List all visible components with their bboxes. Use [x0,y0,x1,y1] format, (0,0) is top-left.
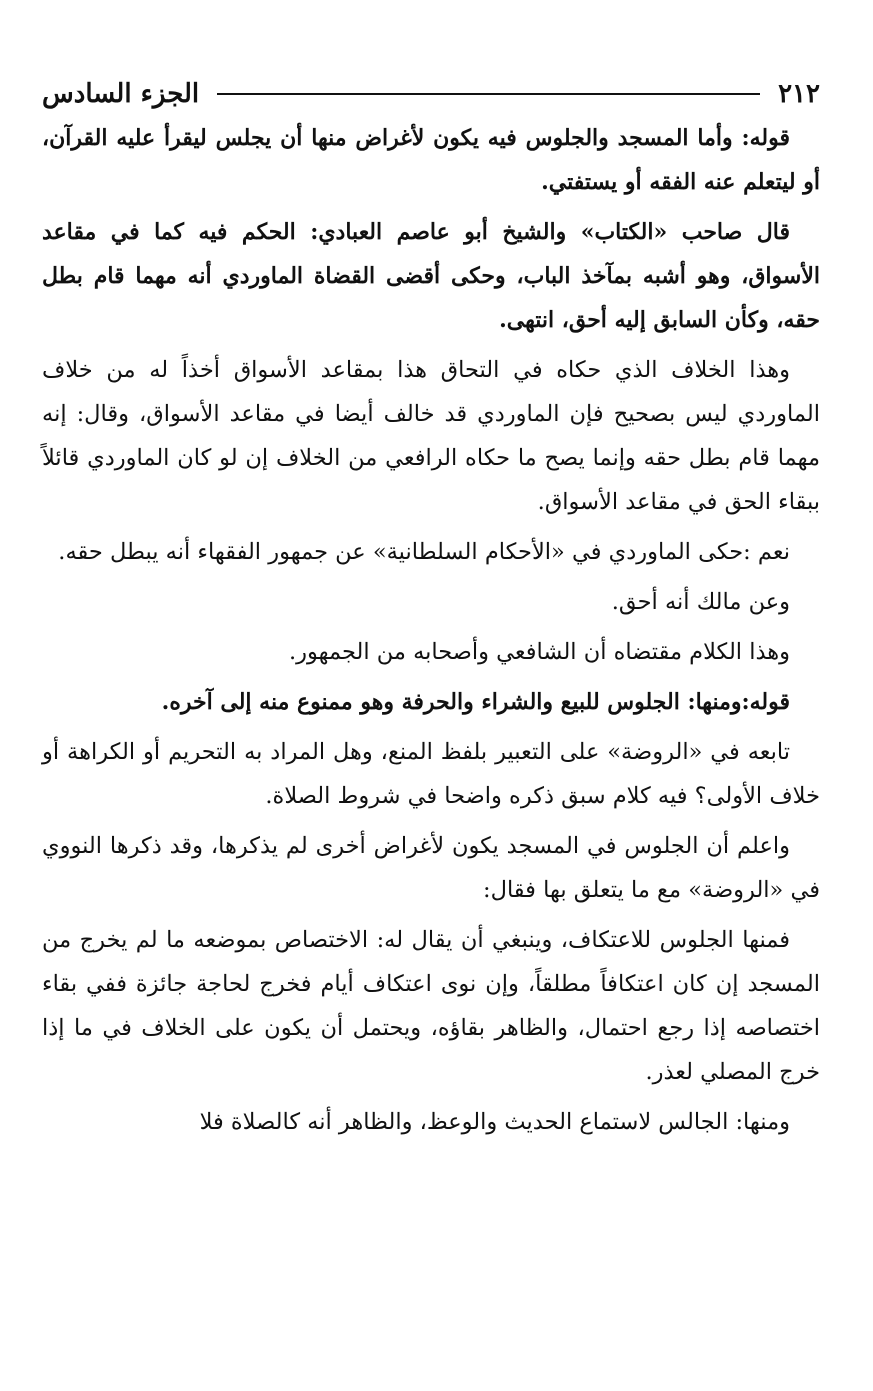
paragraph-quote-3: قوله:ومنها: الجلوس للبيع والشراء والحرفة وهو ممنوع منه إلى آخره. [161,689,790,715]
paragraph-commentary-5: تابعه في «الروضة» على التعبير بلفظ المنع، وهل المراد به التحريم أو الكراهة أو خلاف الأولى؟ فيه كلام سبق ذكره واضحا في شروط الصلاة. [42,739,820,809]
paragraph-quote-2: قال صاحب «الكتاب» والشيخ أبو عاصم العبادي: الحكم فيه كما في مقاعد الأسواق، وهو أشبه بمآخذ الباب، وحكى أقضى القضاة الماوردي أنه مهما قام بطل حقه، وكأن السابق إليه أحق، انتهى. [42,219,820,333]
paragraph-commentary-7: فمنها الجلوس للاعتكاف، وينبغي أن يقال له: الاختصاص بموضعه ما لم يخرج من المسجد إن كان اعتكافاً مطلقاً، وإن نوى اعتكاف أيام فخرج لحاجة جائزة ففي بقاء اختصاصه إذا رجع احتمال، والظاهر بقاؤه، ويحتمل أن يكون على الخلاف في ما إذا خرج المصلي لعذر. [42,927,820,1085]
paragraph-quote-1: قوله: وأما المسجد والجلوس فيه يكون لأغراض منها أن يجلس ليقرأ عليه القرآن، أو ليتعلم عنه الفقه أو يستفتي. [42,125,820,195]
header-rule [217,93,760,95]
page-header [42,72,820,116]
paragraph-commentary-6: واعلم أن الجلوس في المسجد يكون لأغراض أخرى لم يذكرها، وقد ذكرها النووي في «الروضة» مع ما يتعلق بها فقال: [42,833,820,903]
paragraph-commentary-2: نعم :حكى الماوردي في «الأحكام السلطانية» عن جمهور الفقهاء أنه يبطل حقه. [58,539,790,565]
paragraph-commentary-4: وهذا الكلام مقتضاه أن الشافعي وأصحابه من الجمهور. [288,639,790,665]
paragraph-commentary-3: وعن مالك أنه أحق. [611,589,790,615]
page-number: ٢١٢ [778,79,820,109]
running-title: الجزء السادس [42,79,200,109]
paragraph-commentary-8: ومنها: الجالس لاستماع الحديث والوعظ، والظاهر أنه كالصلاة فلا [199,1109,790,1135]
book-page [42,72,820,1144]
paragraph-commentary-1: وهذا الخلاف الذي حكاه في التحاق هذا بمقاعد الأسواق أخذاً له من خلاف الماوردي ليس بصحيح فإن الماوردي قد خالف أيضا في مقاعد الأسواق، وقال: إنه مهما قام بطل حقه وإنما يصح ما حكاه الرافعي من الخلاف إن لو كان الماوردي قائلاً ببقاء الحق في مقاعد الأسواق. [42,357,820,515]
